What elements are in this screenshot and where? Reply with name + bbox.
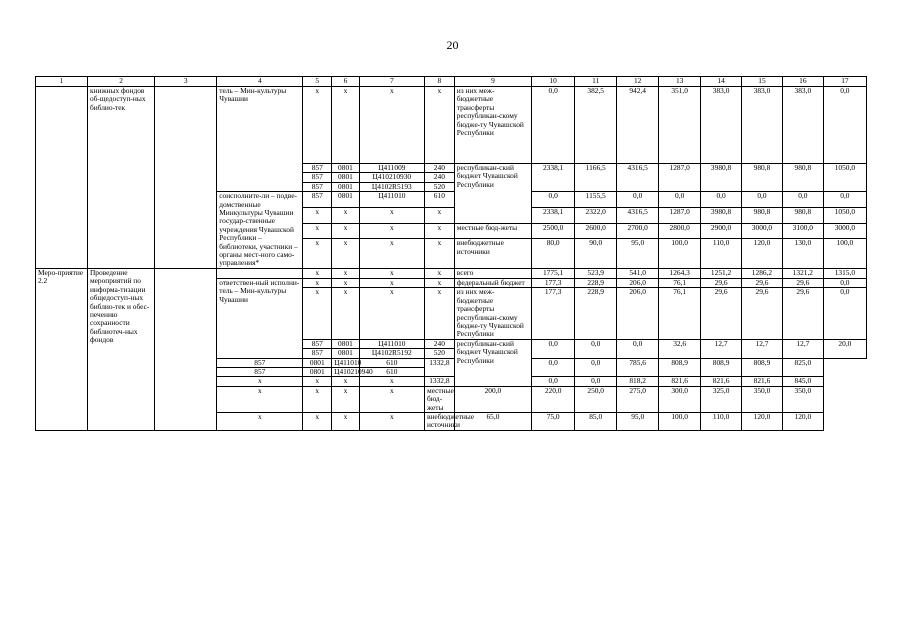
value-cell: 32,6 <box>659 339 701 358</box>
value-cell: 523,9 <box>575 268 617 278</box>
page-number: 20 <box>446 38 459 52</box>
value-cell: 350,0 <box>782 386 823 412</box>
value-cell: 228,9 <box>575 278 617 287</box>
header-cell: 5 <box>303 77 332 87</box>
value-cell: 0,0 <box>575 339 617 358</box>
value-cell: 110,0 <box>701 239 742 269</box>
value-cell: 1321,2 <box>782 268 823 278</box>
value-cell: 0,0 <box>532 358 575 377</box>
source-cell: всего <box>454 268 531 278</box>
value-cell: 95,0 <box>617 412 659 430</box>
code-cell: x <box>303 386 332 412</box>
code-cell: Ц411010 <box>332 358 360 367</box>
value-cell: 2338,1 <box>532 207 575 223</box>
value-cell: 0,0 <box>575 358 617 377</box>
value-cell: 300,0 <box>659 386 701 412</box>
title-cell: Проведение мероприятий по информа-тизации общедоступ-ных библио-тек и обес-печению сохранности библиотеч-ных фондов <box>87 268 154 430</box>
empty-cell <box>155 87 217 269</box>
empty-cell <box>155 268 217 430</box>
value-cell: 821,6 <box>742 377 783 386</box>
source-cell: из них меж-бюджетные трансферты республикан-скому бюдже-ту Чувашской Республики <box>454 288 531 339</box>
header-cell: 13 <box>659 77 701 87</box>
code-cell: 857 <box>303 339 332 348</box>
code-cell: x <box>332 412 360 430</box>
code-cell: x <box>303 207 332 223</box>
value-cell: 130,0 <box>782 239 823 269</box>
header-cell: 1 <box>36 77 88 87</box>
code-cell: x <box>303 268 332 278</box>
code-cell: x <box>332 278 360 287</box>
header-cell: 9 <box>454 77 531 87</box>
code-cell: x <box>359 239 424 269</box>
value-cell: 0,0 <box>823 87 866 164</box>
value-cell: 65,0 <box>454 412 531 430</box>
source-cell: внебюджетные источники <box>424 412 454 430</box>
value-cell: 29,6 <box>742 288 783 339</box>
header-cell: 10 <box>532 77 575 87</box>
code-cell: x <box>424 239 454 269</box>
code-cell: x <box>424 223 454 239</box>
value-cell: 383,0 <box>782 87 823 164</box>
value-cell: 351,0 <box>659 87 701 164</box>
value-cell: 0,0 <box>742 192 783 208</box>
value-cell: 0,0 <box>532 339 575 358</box>
code-cell: 0801 <box>332 182 360 191</box>
code-cell: x <box>359 223 424 239</box>
code-cell: 520 <box>424 182 454 191</box>
header-cell: 17 <box>823 77 866 87</box>
value-cell: 250,0 <box>575 386 617 412</box>
value-cell: 3980,8 <box>701 164 742 192</box>
value-cell: 200,0 <box>454 386 531 412</box>
value-cell: 383,0 <box>742 87 783 164</box>
executor-cell <box>217 268 303 278</box>
value-cell: 177,3 <box>532 288 575 339</box>
value-cell: 120,0 <box>782 412 823 430</box>
table-row <box>36 268 867 278</box>
value-cell: 12,7 <box>701 339 742 358</box>
value-cell: 845,0 <box>782 377 823 386</box>
code-cell: 610 <box>424 192 454 208</box>
code-cell: x <box>303 412 332 430</box>
value-cell: 541,0 <box>617 268 659 278</box>
value-cell: 785,6 <box>617 358 659 377</box>
value-cell: 228,9 <box>575 288 617 339</box>
value-cell: 29,6 <box>701 288 742 339</box>
code-cell: Ц411010 <box>359 339 424 348</box>
value-cell: 75,0 <box>532 412 575 430</box>
code-cell: x <box>303 288 332 339</box>
value-cell: 1332,8 <box>424 377 454 386</box>
value-cell: 1264,3 <box>659 268 701 278</box>
value-cell: 12,7 <box>782 339 823 358</box>
value-cell: 2800,0 <box>659 223 701 239</box>
code-cell: x <box>217 377 303 386</box>
budget-table <box>35 76 867 431</box>
value-cell: 0,0 <box>782 192 823 208</box>
code-cell: 0801 <box>332 349 360 358</box>
value-cell: 29,6 <box>701 278 742 287</box>
value-cell: 1332,8 <box>424 358 454 377</box>
code-cell: x <box>359 386 424 412</box>
value-cell: 80,0 <box>532 239 575 269</box>
code-cell: 0801 <box>332 173 360 182</box>
value-cell: 1166,5 <box>575 164 617 192</box>
code-cell: 0801 <box>303 358 332 367</box>
code-cell: x <box>303 377 332 386</box>
source-cell: из них меж-бюджетные трансферты республикан-скому бюдже-ту Чувашской Республики <box>454 87 531 164</box>
code-cell: x <box>332 87 360 164</box>
code-cell: 0801 <box>332 339 360 348</box>
value-cell: 3980,8 <box>701 207 742 223</box>
value-cell: 4316,5 <box>617 207 659 223</box>
value-cell: 2700,0 <box>617 223 659 239</box>
value-cell: 1155,5 <box>575 192 617 208</box>
code-cell: x <box>424 207 454 223</box>
code-cell: Ц410210930 <box>359 173 424 182</box>
code-cell: x <box>332 268 360 278</box>
value-cell: 383,0 <box>701 87 742 164</box>
code-cell: Ц411009 <box>359 164 424 173</box>
code-cell: x <box>217 412 303 430</box>
code-cell: x <box>332 207 360 223</box>
code-cell: 610 <box>359 358 424 367</box>
header-cell: 3 <box>155 77 217 87</box>
code-cell: x <box>332 288 360 339</box>
value-cell: 808,9 <box>742 358 783 377</box>
code-cell: x <box>332 239 360 269</box>
value-cell: 382,5 <box>575 87 617 164</box>
code-cell: 240 <box>424 173 454 182</box>
source-cell: местные бюд-жеты <box>454 223 531 239</box>
value-cell: 76,1 <box>659 278 701 287</box>
value-cell: 0,0 <box>532 192 575 208</box>
value-cell: 821,6 <box>701 377 742 386</box>
value-cell: 325,0 <box>701 386 742 412</box>
header-cell: 16 <box>782 77 823 87</box>
coexecutor-cell: соисполните-ли – подве-домственные Минкультуры Чувашии государ-ственные учреждения Чувашской Республики – библиотеки, участники – органы мест-ного само-управления* <box>217 192 303 269</box>
code-cell: 857 <box>217 358 303 367</box>
code-cell: x <box>359 288 424 339</box>
header-cell: 11 <box>575 77 617 87</box>
value-cell: 825,0 <box>782 358 823 377</box>
code-cell: Ц411010 <box>359 192 424 208</box>
value-cell: 808,9 <box>701 358 742 377</box>
value-cell: 29,6 <box>782 278 823 287</box>
value-cell: 0,0 <box>823 192 866 208</box>
code-cell: 240 <box>424 339 454 348</box>
code-cell: 0801 <box>332 192 360 208</box>
value-cell: 29,6 <box>782 288 823 339</box>
value-cell: 3000,0 <box>742 223 783 239</box>
value-cell: 980,8 <box>742 164 783 192</box>
code-cell: x <box>359 377 424 386</box>
value-cell: 20,0 <box>823 339 866 358</box>
code-cell: 857 <box>303 192 332 208</box>
value-cell: 120,0 <box>742 239 783 269</box>
header-cell: 4 <box>217 77 303 87</box>
value-cell: 0,0 <box>532 87 575 164</box>
code-cell: x <box>359 207 424 223</box>
value-cell: 3100,0 <box>782 223 823 239</box>
value-cell: 275,0 <box>617 386 659 412</box>
value-cell: 206,0 <box>617 278 659 287</box>
code-cell: 0801 <box>303 367 332 376</box>
value-cell: 4316,5 <box>617 164 659 192</box>
value-cell: 3000,0 <box>823 223 866 239</box>
code-cell: x <box>303 223 332 239</box>
header-cell: 12 <box>617 77 659 87</box>
value-cell: 2338,1 <box>532 164 575 192</box>
header-cell: 14 <box>701 77 742 87</box>
value-cell: 29,6 <box>742 278 783 287</box>
value-cell: 350,0 <box>742 386 783 412</box>
value-cell: 95,0 <box>617 239 659 269</box>
code-cell: x <box>424 87 454 164</box>
value-cell: 206,0 <box>617 288 659 339</box>
code-cell: 857 <box>303 349 332 358</box>
header-cell: 2 <box>87 77 154 87</box>
value-cell: 90,0 <box>575 239 617 269</box>
source-cell: республикан-ский бюджет Чувашской Республики <box>454 339 531 386</box>
value-cell: 12,7 <box>742 339 783 358</box>
code-cell: x <box>424 278 454 287</box>
value-cell: 1050,0 <box>823 207 866 223</box>
value-cell: 2600,0 <box>575 223 617 239</box>
value-cell: 0,0 <box>823 288 866 339</box>
code-cell: x <box>424 268 454 278</box>
value-cell: 100,0 <box>659 412 701 430</box>
header-cell: 15 <box>742 77 783 87</box>
code-cell: 0801 <box>332 164 360 173</box>
code-cell: 610 <box>359 367 424 376</box>
value-cell: 1775,1 <box>532 268 575 278</box>
table-row <box>36 87 867 164</box>
value-cell: 0,0 <box>701 192 742 208</box>
code-cell: 857 <box>303 173 332 182</box>
value-cell: 818,2 <box>617 377 659 386</box>
value-cell: 1315,0 <box>823 268 866 278</box>
code-cell: x <box>303 87 332 164</box>
code-cell: Ц4102R5193 <box>359 182 424 191</box>
code-cell: 857 <box>217 367 303 376</box>
header-cell: 6 <box>332 77 360 87</box>
header-cell: 8 <box>424 77 454 87</box>
header-cell: 7 <box>359 77 424 87</box>
value-cell: 1287,0 <box>659 164 701 192</box>
code-cell: x <box>332 377 360 386</box>
value-cell: 220,0 <box>532 386 575 412</box>
value-cell: 0,0 <box>575 377 617 386</box>
value-cell: 0,0 <box>617 339 659 358</box>
value-cell: 120,0 <box>742 412 783 430</box>
value-cell: 2322,0 <box>575 207 617 223</box>
executor-cell: тель – Мин-культуры Чувашии <box>217 87 303 192</box>
source-cell: федеральный бюджет <box>454 278 531 287</box>
header-row <box>36 77 867 87</box>
value-cell: 0,0 <box>532 377 575 386</box>
code-cell: x <box>359 412 424 430</box>
value-cell: 76,1 <box>659 288 701 339</box>
value-cell: 808,9 <box>659 358 701 377</box>
measure-cell <box>36 87 88 269</box>
code-cell: x <box>424 288 454 339</box>
measure-cell: Меро-приятие 2.2 <box>36 268 88 430</box>
value-cell: 1050,0 <box>823 164 866 192</box>
value-cell: 821,6 <box>659 377 701 386</box>
value-cell: 177,3 <box>532 278 575 287</box>
value-cell: 1286,2 <box>742 268 783 278</box>
code-cell: Ц4102R5192 <box>359 349 424 358</box>
code-cell: x <box>303 278 332 287</box>
value-cell: 942,4 <box>617 87 659 164</box>
value-cell: 1251,2 <box>701 268 742 278</box>
coexecutor-cell: ответствен-ный исполни-тель – Мин-культуры Чувашии <box>217 278 303 358</box>
value-cell: 980,8 <box>782 164 823 192</box>
code-cell: 857 <box>303 182 332 191</box>
code-cell: 857 <box>303 164 332 173</box>
value-cell: 100,0 <box>659 239 701 269</box>
value-cell: 100,0 <box>823 239 866 269</box>
code-cell: x <box>359 87 424 164</box>
value-cell: 2500,0 <box>532 223 575 239</box>
code-cell: x <box>359 268 424 278</box>
value-cell: 0,0 <box>823 278 866 287</box>
source-cell: внебюджетные источники <box>454 239 531 269</box>
source-cell: республикан-ский бюджет Чувашской Республики <box>454 164 531 224</box>
value-cell: 85,0 <box>575 412 617 430</box>
code-cell: Ц410210940 <box>332 367 360 376</box>
code-cell: 520 <box>424 349 454 358</box>
code-cell: x <box>359 278 424 287</box>
value-cell: 0,0 <box>617 192 659 208</box>
source-cell: местные бюд-жеты <box>424 386 454 412</box>
value-cell: 980,8 <box>742 207 783 223</box>
code-cell: 240 <box>424 164 454 173</box>
value-cell: 980,8 <box>782 207 823 223</box>
code-cell: x <box>332 386 360 412</box>
value-cell: 2900,0 <box>701 223 742 239</box>
code-cell: x <box>217 386 303 412</box>
code-cell: x <box>332 223 360 239</box>
value-cell: 1287,0 <box>659 207 701 223</box>
title-cell: книжных фондов об-щедоступ-ных библио-тек <box>87 87 154 269</box>
value-cell: 110,0 <box>701 412 742 430</box>
code-cell: x <box>303 239 332 269</box>
value-cell: 0,0 <box>659 192 701 208</box>
